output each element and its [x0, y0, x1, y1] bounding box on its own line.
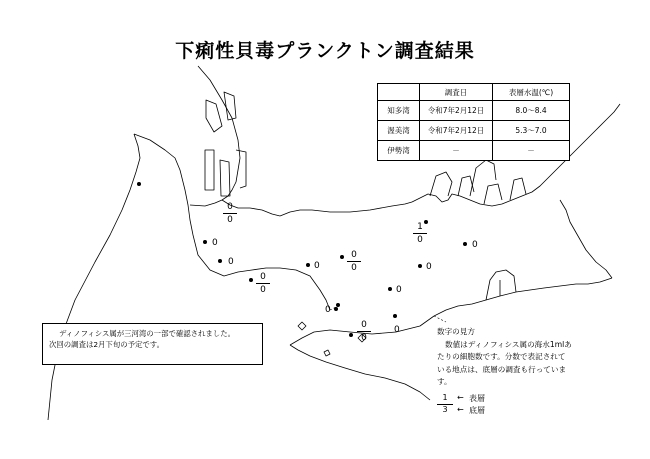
legend-line-3: いる地点は、底層の調査も行っていま: [437, 364, 567, 374]
sample-surface-value: 1: [442, 393, 448, 402]
station-s07: [256, 272, 270, 295]
surface-count: 0: [357, 320, 371, 332]
atsumi-inner-coast: [434, 278, 612, 316]
surface-temp: －: [493, 141, 570, 161]
notice-line-1: ディノフィシス属が三河湾の一部で確認されました。: [59, 329, 235, 338]
arrow-left-icon: ←: [457, 393, 464, 402]
pier-4: [206, 100, 222, 132]
station-marker: [249, 278, 253, 282]
table-header-blank: [378, 84, 420, 101]
page-title: 下痢性貝毒プランクトン調査結果: [175, 40, 475, 62]
station-marker: [336, 303, 340, 307]
station-count: 0: [228, 257, 234, 267]
boundary-line-2: [434, 316, 446, 322]
surface-count: 0: [223, 202, 237, 214]
station-count: 0: [396, 285, 402, 295]
surface-count: 1: [413, 222, 427, 234]
station-marker: [137, 182, 141, 186]
station-count: 0: [212, 238, 218, 248]
atsumi-south-coast: [290, 345, 430, 400]
bay-name: 渥美湾: [378, 121, 420, 141]
table-row: [378, 121, 570, 141]
surface-label: 表層: [469, 394, 485, 403]
bottom-count: 0: [417, 235, 423, 245]
station-marker: [418, 264, 422, 268]
harbor-4: [510, 178, 526, 200]
bottom-count: 0: [351, 263, 357, 273]
bay-name: 知多湾: [378, 101, 420, 121]
station-s01: [223, 202, 237, 225]
station-count: 0: [314, 261, 320, 271]
table-header-row: [378, 84, 570, 101]
station-marker: [340, 255, 344, 259]
station-marker: [334, 307, 338, 311]
surface-count: 0: [256, 272, 270, 284]
mikawa-east-coast: [560, 200, 612, 278]
table-row: [378, 141, 570, 161]
pier-5: [224, 92, 236, 120]
bottom-count: 0: [227, 215, 233, 225]
station-marker: [393, 314, 397, 318]
station-marker: [306, 263, 310, 267]
station-count: 0: [472, 240, 478, 250]
survey-date: －: [420, 141, 493, 161]
legend: [437, 326, 587, 389]
arrow-left-icon: ←: [457, 405, 464, 414]
legend-sample: [437, 393, 517, 417]
notice-line-2: 次回の調査は2月下旬の予定です。: [49, 340, 164, 349]
pier-3: [236, 150, 246, 188]
survey-date: 令和7年2月12日: [420, 121, 493, 141]
port-area: [190, 66, 280, 216]
harbor-3: [484, 184, 502, 204]
station-count: 0: [394, 325, 400, 335]
island-3: [324, 350, 330, 356]
legend-line-2: たりの細胞数です。分数で表記されて: [437, 352, 566, 361]
station-marker: [218, 259, 222, 263]
surface-temp: 8.0～8.4: [493, 101, 570, 121]
bottom-label: 底層: [469, 406, 485, 415]
table-header-temp: 表層水温(℃): [493, 84, 570, 101]
sample-bottom-value: 3: [442, 405, 448, 414]
station-marker: [203, 240, 207, 244]
chita-bay-coast: [280, 202, 412, 216]
legend-line-4: す。: [437, 377, 452, 386]
table-row: [378, 101, 570, 121]
station-count: 0: [325, 305, 331, 315]
legend-line-1: 数値はディノフィシス属の海水1mlあ: [445, 339, 572, 349]
station-marker: [424, 220, 428, 224]
harbor-2: [458, 176, 474, 196]
station-count: 0: [426, 262, 432, 272]
station-s06: [347, 250, 361, 273]
legend-bottom-row: [437, 405, 517, 417]
surface-temp: 5.3～7.0: [493, 121, 570, 141]
bottom-count: 0: [361, 333, 367, 343]
survey-info-table: [377, 83, 570, 161]
harbor-1: [430, 172, 452, 196]
survey-date: 令和7年2月12日: [420, 101, 493, 121]
legend-surface-row: [437, 393, 517, 405]
bay-name: 伊勢湾: [378, 141, 420, 161]
island-1: [298, 322, 306, 330]
station-s13: [357, 320, 371, 343]
notice-box: [42, 323, 263, 365]
station-s03: [413, 222, 427, 245]
west-coastline: [48, 134, 140, 420]
bottom-count: 0: [260, 285, 266, 295]
pier-2: [220, 160, 230, 196]
pier-1: [205, 150, 214, 190]
station-marker: [349, 333, 353, 337]
station-marker: [463, 242, 467, 246]
surface-count: 0: [347, 250, 361, 262]
station-marker: [388, 287, 392, 291]
legend-heading: 数字の見方: [437, 327, 475, 336]
table-header-date: 調査日: [420, 84, 493, 101]
